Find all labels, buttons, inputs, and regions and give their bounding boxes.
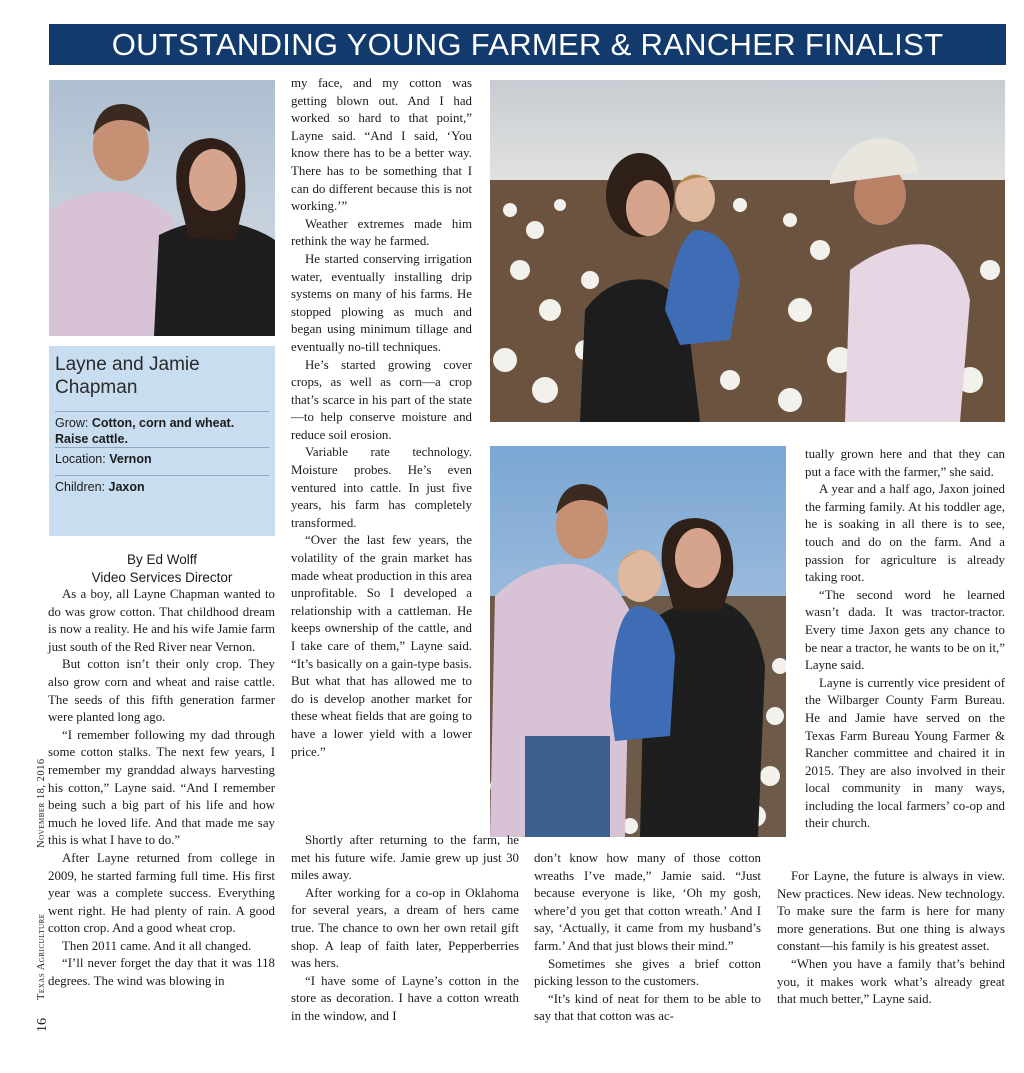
profile-name: Layne and Jamie Chapman [55,354,200,398]
article-column-4 [805,446,1005,833]
paragraph: Sometimes she gives a brief cotton picking lesson to the customers. [534,956,761,989]
paragraph: A year and a half ago, Jaxon joined the farming family. At his toddler age, he is soaking in all there is to see, touch and do on the farm. And a passion for agriculture is already taking root. [805,482,1005,585]
location-label: Location: [55,452,106,466]
article-column-2 [291,75,472,761]
children-label: Children: [55,480,106,494]
article-column-2-lower [291,832,519,1026]
paragraph: He started conserving irrigation water, eventually installing drip systems on many of his farms. He stopped plowing as much and began using minimum tillage and eventually no-till techniques. [291,251,472,354]
grow-label: Grow: [55,416,89,430]
byline-role: Video Services Director [91,570,233,585]
paragraph: Layne is currently vice president of the Wilbarger County Farm Bureau. He and Jamie have served on the Texas Farm Bureau Young Farmer & Rancher committee and chaired it in 2015. They are also involved in their local community in many ways, including the local farmers’ co-op and their church. [805,675,1005,831]
grow-value: Cotton, corn and wheat. Raise cattle. [55,416,235,446]
children-value: Jaxon [108,480,145,494]
location-row [55,447,269,475]
paragraph: “I’ll never forget the day that it was 118 degrees. The wind was blowing in [48,956,275,989]
article-column-4-lower [777,868,1005,1009]
byline-author: By Ed Wolff [126,552,198,567]
paragraph: “I have some of Layne’s cotton in the store as decoration. I have a cotton wreath in the window, and I [291,973,519,1023]
paragraph: “The second word he learned wasn’t dada. It was tractor-tractor. Every time Jaxon gets any chance to be near a tractor, he wants to be on it,” Layne said. [805,587,1005,673]
paragraph: “It’s kind of neat for them to be able to say that that cotton was ac- [534,991,761,1024]
paragraph: Variable rate technology. Moisture probes. He’s even ventured into cattle. In just five years, his farm has completely transformed. [291,445,472,530]
paragraph: don’t know how many of those cotton wreaths I’ve made,” Jamie said. “Just because everyone is like, ‘Oh my gosh, where’d you get that cotton wreath.’ And I say, ‘Actually, it came from my husband’s farm.’ And that just blows their mind.” [534,851,761,953]
paragraph: As a boy, all Layne Chapman wanted to do was grow cotton. That childhood dream is now a reality. He and his wife Jamie farm just south of the Red River near Vernon. [48,587,275,654]
paragraph: Then 2011 came. And it all changed. [62,938,252,953]
article-column-3 [534,850,761,1026]
paragraph: After Layne returned from college in 2009, he started farming full time. His first year was a complete success. Everything went right. He had plenty of rain. A good cotton crop. And a good wheat crop. [48,850,275,936]
paragraph: my face, and my cotton was getting blown out. And I had worked so hard to that point,” Layne said. “And I said, ‘You know there has to be a better way. There has to be something that I can do different because this is not working.’” [291,76,472,214]
paragraph: “Over the last few years, the volatility of the grain market has made wheat production in this area unprofitable. So I developed a relationship with a cattleman. He keeps ownership of the cattle, and I take care of them,” Layne said. “It’s basically on a gain-type basis. But what that has allowed me to do is develop another market for these wheat fields that are going to have a lower yield with a lower price.” [291,533,472,759]
byline [49,551,275,587]
portrait-photo [49,80,275,336]
page-banner: OUTSTANDING YOUNG FARMER & RANCHER FINALIST [49,24,1006,65]
profile-infobox [49,346,275,536]
publication-name: Texas Agriculture [36,913,47,1000]
cotton-field-photo [490,80,1005,422]
paragraph: He’s started growing cover crops, as well as corn—a crop that’s scarce in his part of the state—to help conserve moisture and reduce soil erosion. [291,357,472,442]
article-column-1 [48,586,275,991]
grow-row [55,411,269,447]
family-photo [490,446,786,837]
paragraph: For Layne, the future is always in view. New practices. New ideas. New technology. To make sure the farm is here for many more generations. But one thing is always constant—his family is his greatest asset. [777,869,1005,954]
page-number: 16 [35,1018,50,1032]
issue-date: November 18, 2016 [36,758,47,848]
children-row [55,475,269,503]
paragraph: Weather extremes made him rethink the way he farmed. [291,216,472,249]
paragraph: After working for a co-op in Oklahoma for several years, a dream of hers came true. The chance to own her own retail gift shop. A leap of faith later, Pepperberries was hers. [291,885,519,971]
paragraph: tually grown here and that they can put a face with the farmer,” she said. [805,447,1005,479]
paragraph: “I remember following my dad through some cotton stalks. The next few years, I remember my granddad always harvesting his cotton,” Layne said. “And I remember being such a big part of his life and how much he loved life. And that made me say this is what I have to do.” [48,727,275,848]
paragraph: But cotton isn’t their only crop. They also grow corn and wheat and raise cattle. The seeds of this fifth generation farmer were planted long ago. [48,657,275,725]
paragraph: “When you have a family that’s behind you, it makes work what’s already great that much better,” Layne said. [777,956,1005,1007]
paragraph: Shortly after returning to the farm, he met his future wife. Jamie grew up just 30 miles away. [291,833,519,883]
location-value: Vernon [109,452,152,466]
